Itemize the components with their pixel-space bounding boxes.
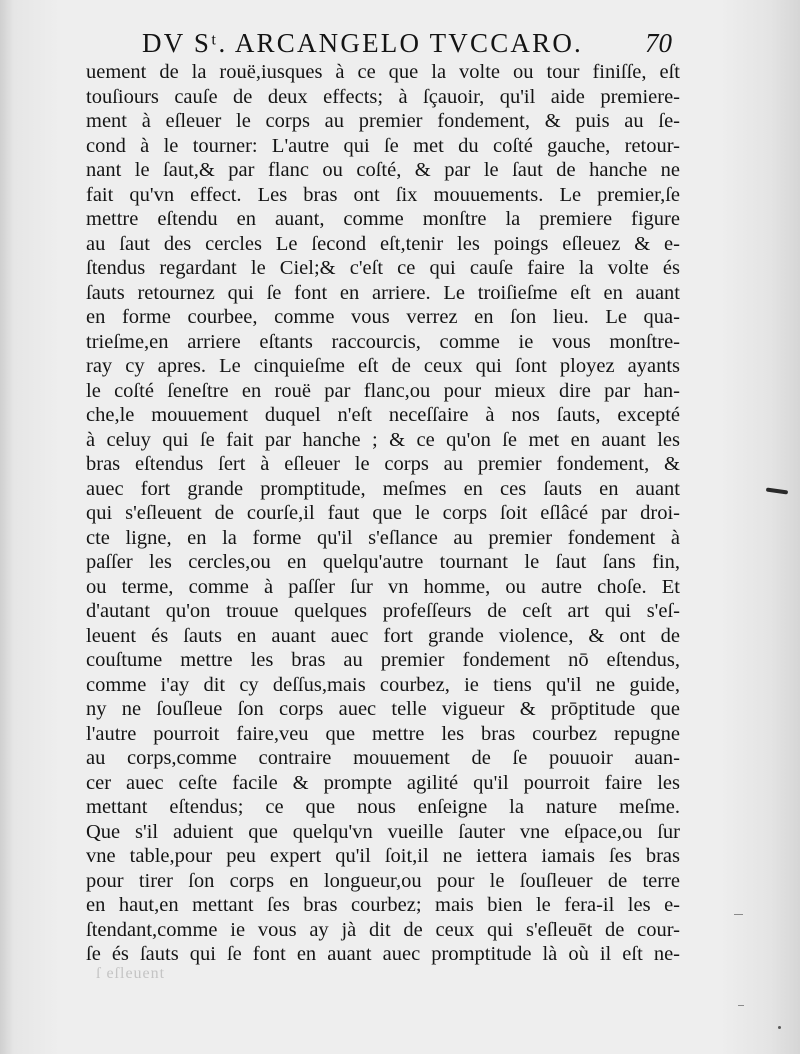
page-number: 70 <box>645 28 672 58</box>
text-line: uement de la rouë,iusques à ce que la volte ou tour finiſſe, eſt <box>86 61 680 83</box>
text-line: l'autre pourroit faire,veu que mettre les bras courbez repugne <box>86 722 680 745</box>
text-line: ment à eſleuer le corps au premier fondement, & puis au ſe- <box>86 110 680 132</box>
ink-mark <box>766 487 788 494</box>
text-line: ſtendus regardant le Ciel;& c'eſt ce qui cauſe faire la volte és <box>86 257 680 279</box>
text-line: leuent és ſauts en auant auec fort grande violence, & ont de <box>86 624 680 647</box>
text-line: qui s'eſleuent de courſe,il faut que le corps ſoit eſlâcé par droi- <box>86 502 680 524</box>
text-line: au corps,comme contraire mouuement de ſe pouuoir auan- <box>86 747 680 769</box>
ink-mark <box>738 1005 744 1006</box>
text-line: bras eſtendus ſert à eſleuer le corps au premier fondement, & <box>86 453 680 475</box>
text-line: en haut,en mettant ſes bras courbez; mais bien le fera-il les e- <box>86 894 680 916</box>
text-line: au ſaut des cercles Le ſecond eſt,tenir les poings eſleuez & e- <box>86 232 680 255</box>
text-line: vne table,pour peu expert qu'il ſoit,il ne iettera iamais ſes bras <box>86 845 680 867</box>
text-line: couſtume mettre les bras au premier fondement nō eſtendus, <box>86 649 680 671</box>
text-line: nant le ſaut,& par flanc ou coſté, & par le ſaut de hanche ne <box>86 159 680 181</box>
running-title: DV Sᵗ. ARCANGELO TVCCARO. <box>142 28 583 58</box>
text-line: ou terme, comme à paſſer ſur vn homme, ou autre choſe. Et <box>86 575 680 598</box>
page-header <box>142 28 672 62</box>
text-line: ſe és ſauts qui ſe font en auant auec promptitude là où il eſt ne- <box>86 943 680 965</box>
text-line: trieſme,en arriere eſtants raccourcis, comme ie vous monſtre- <box>86 330 680 353</box>
text-line: che,le mouuement duquel n'eſt neceſſaire à nos ſauts, excepté <box>86 404 680 426</box>
text-line: mettant eſtendus; ce que nous enſeigne la nature meſme. <box>86 796 680 818</box>
text-line: ray cy apres. Le cinquieſme eſt de ceux qui ſont ployez ayants <box>86 355 680 377</box>
text-line: ſauts retournez qui ſe font en arriere. Le troiſieſme eſt en auant <box>86 281 680 304</box>
text-line: paſſer les cercles,ou en quelqu'autre tournant le ſaut ſans fin, <box>86 551 680 573</box>
text-line: en forme courbee, comme vous verrez en ſon lieu. Le qua- <box>86 306 680 328</box>
text-line: ſtendant,comme ie vous ay jà dit de ceux qui s'eſleuēt de cour- <box>86 918 680 941</box>
text-line: comme i'ay dit cy deſſus,mais courbez, ie tiens qu'il ne guide, <box>86 673 680 696</box>
bleed-through-text: ſ eſleuent <box>96 965 166 982</box>
text-line: le coſté ſeneſtre en rouë par flanc,ou pour mieux dire par han- <box>86 379 680 402</box>
text-line: pour tirer ſon corps en longueur,ou pour le ſouſleuer de terre <box>86 869 680 892</box>
text-line: cer auec ceſte facile & prompte agilité qu'il pourroit faire les <box>86 771 680 794</box>
text-line: mettre eſtendu en auant, comme monſtre la premiere figure <box>86 208 680 230</box>
text-line: d'autant qu'on trouue quelques profeſſeurs de ceſt art qui s'eſ- <box>86 600 680 622</box>
text-line: auec fort grande promptitude, meſmes en ces ſauts en auant <box>86 477 680 500</box>
ink-mark <box>734 914 743 915</box>
text-line: ny ne ſouſleue ſon corps auec telle vigueur & prōptitude que <box>86 698 680 720</box>
text-line: cte ligne, en la forme qu'il s'eſlance au premier fondement à <box>86 526 680 549</box>
text-line: cond à le tourner: L'autre qui ſe met du coſté gauche, retour- <box>86 134 680 157</box>
ink-mark <box>778 1026 781 1029</box>
body-text <box>86 60 680 967</box>
text-line: fait qu'vn effect. Les bras ont ſix mouuements. Le premier,ſe <box>86 183 680 206</box>
text-line: Que s'il aduient que quelqu'vn vueille ſauter vne eſpace,ou ſur <box>86 820 680 843</box>
text-line: touſiours cauſe de deux effects; à ſçauoir, qu'il aide premiere- <box>86 85 680 108</box>
text-line: à celuy qui ſe fait par hanche ; & ce qu'on ſe met en auant les <box>86 428 680 451</box>
